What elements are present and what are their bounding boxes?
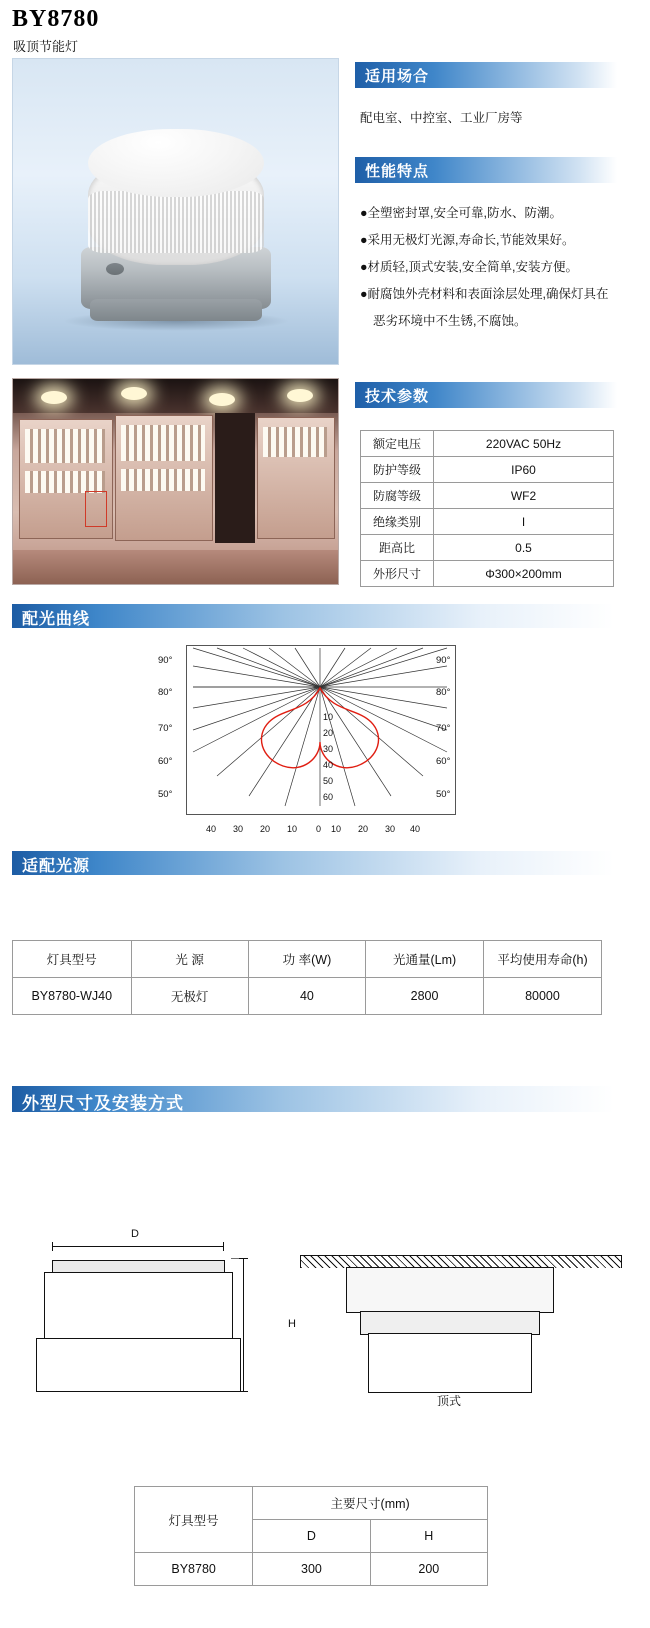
mount-diffuser	[368, 1333, 532, 1393]
x-tick: 30	[233, 824, 244, 834]
section-bar-features	[355, 157, 617, 183]
scale-60: 60	[323, 792, 334, 802]
spec-key: 外形尺寸	[361, 561, 434, 587]
table-row	[361, 535, 614, 561]
table-row	[361, 483, 614, 509]
angle-label-left-90: 90°	[158, 655, 173, 666]
spec-value: IP60	[434, 457, 614, 483]
mount-collar	[360, 1311, 540, 1335]
cell-power: 40	[248, 978, 365, 1015]
dimension-table	[134, 1486, 488, 1586]
section-title-light-curve: 配光曲线	[22, 611, 91, 628]
col-header-source: 光 源	[131, 941, 248, 978]
section-bar-dimensions	[12, 1086, 614, 1112]
page-subtitle: 吸顶节能灯	[13, 39, 79, 54]
lamp-diffuser-dome	[88, 129, 264, 197]
light-source-table	[12, 940, 602, 1015]
spec-key: 额定电压	[361, 431, 434, 457]
lamp-side-knob	[106, 263, 124, 275]
dim-line-d	[52, 1246, 224, 1247]
col-header-model: 灯具型号	[13, 941, 132, 978]
lamp-base-elevation	[36, 1338, 241, 1392]
section-title-application: 适用场合	[365, 68, 430, 85]
angle-label-right-60: 60°	[436, 756, 451, 767]
col-header-h: H	[370, 1520, 487, 1553]
lamp-diffuser-ribs	[88, 191, 264, 253]
scene-ceiling-lamp	[287, 389, 313, 402]
scene-dark-column	[215, 413, 255, 543]
scale-40: 40	[323, 760, 334, 770]
spec-value: 0.5	[434, 535, 614, 561]
feature-item-cont: 恶劣环境中不生锈,不腐蚀。	[373, 314, 527, 328]
dim-line-h	[243, 1258, 244, 1392]
x-tick: 20	[358, 824, 369, 834]
dim-arrow-left	[52, 1242, 53, 1251]
scene-panel-vent	[121, 425, 205, 461]
section-bar-light-source	[12, 851, 614, 875]
cell-flux: 2800	[366, 978, 484, 1015]
section-bar-fill	[12, 851, 614, 875]
table-row	[135, 1553, 488, 1586]
table-row	[361, 431, 614, 457]
polar-curve-plot	[186, 645, 456, 815]
scene-highlight-box	[85, 491, 107, 527]
table-row	[361, 561, 614, 587]
angle-label-left-80: 80°	[158, 687, 173, 698]
scene-panel-vent	[25, 429, 105, 463]
angle-label-left-50: 50°	[158, 789, 173, 800]
scene-ceiling-lamp	[121, 387, 147, 400]
scale-10: 10	[323, 712, 334, 722]
scene-ceiling-lamp	[41, 391, 67, 404]
cell-d: 300	[253, 1553, 370, 1586]
polar-curve-svg	[187, 646, 453, 812]
dimension-drawing	[0, 1200, 650, 1440]
spec-table	[360, 430, 614, 587]
scene-panel-vent	[263, 427, 327, 457]
scale-50: 50	[323, 776, 334, 786]
angle-label-left-60: 60°	[158, 756, 173, 767]
spec-value: Φ300×200mm	[434, 561, 614, 587]
spec-value: I	[434, 509, 614, 535]
spec-key: 距高比	[361, 535, 434, 561]
section-bar-fill	[12, 604, 614, 628]
cell-model: BY8780-WJ40	[13, 978, 132, 1015]
cell-source: 无极灯	[131, 978, 248, 1015]
section-title-features: 性能特点	[365, 163, 430, 180]
spec-value: WF2	[434, 483, 614, 509]
x-tick: 10	[287, 824, 298, 834]
col-header-flux: 光通量(Lm)	[366, 941, 484, 978]
spec-key: 防护等级	[361, 457, 434, 483]
spec-value: 220VAC 50Hz	[434, 431, 614, 457]
angle-label-right-80: 80°	[436, 687, 451, 698]
x-tick: 40	[410, 824, 421, 834]
x-tick: 40	[206, 824, 217, 834]
feature-item: ●材质轻,顶式安装,安全简单,安装方便。	[360, 260, 578, 274]
cell-life: 80000	[483, 978, 601, 1015]
angle-label-right-90: 90°	[436, 655, 451, 666]
section-title-specs: 技术参数	[365, 388, 430, 405]
angle-label-left-70: 70°	[158, 723, 173, 734]
col-header-d: D	[253, 1520, 370, 1553]
application-text: 配电室、中控室、工业厂房等	[360, 111, 523, 125]
feature-item: ●耐腐蚀外壳材料和表面涂层处理,确保灯具在	[360, 287, 609, 301]
section-bar-light-curve	[12, 604, 614, 628]
spec-key: 绝缘类别	[361, 509, 434, 535]
table-header-row	[135, 1487, 488, 1520]
x-tick: 30	[385, 824, 396, 834]
cell-h: 200	[370, 1553, 487, 1586]
x-tick: 20	[260, 824, 271, 834]
col-header-power: 功 率(W)	[248, 941, 365, 978]
extension-line-top	[231, 1258, 245, 1259]
lamp-diffuser-elevation	[44, 1272, 233, 1340]
scale-20: 20	[323, 728, 334, 738]
spec-key: 防腐等级	[361, 483, 434, 509]
section-bar-application	[355, 62, 617, 88]
section-title-light-source: 适配光源	[22, 858, 91, 875]
section-title-dimensions: 外型尺寸及安装方式	[22, 1094, 184, 1113]
angle-label-right-50: 50°	[436, 789, 451, 800]
page-title: BY8780	[12, 6, 100, 32]
scene-panel-vent	[25, 471, 105, 493]
scene-panel-vent	[121, 469, 205, 491]
angle-label-right-70: 70°	[436, 723, 451, 734]
extension-line-bottom	[231, 1391, 245, 1392]
table-header-row	[13, 941, 602, 978]
table-row	[361, 509, 614, 535]
scene-floor	[13, 550, 338, 584]
label-d: D	[131, 1228, 139, 1240]
table-row	[13, 978, 602, 1015]
col-header-main-dims: 主要尺寸(mm)	[253, 1487, 488, 1520]
table-row	[361, 457, 614, 483]
label-h: H	[288, 1318, 296, 1330]
section-bar-specs	[355, 382, 617, 408]
features-list	[360, 200, 622, 335]
x-tick: 0	[316, 824, 322, 834]
feature-item: ●采用无极灯光源,寿命长,节能效果好。	[360, 233, 575, 247]
mount-caption: 顶式	[437, 1394, 462, 1408]
cell-model: BY8780	[135, 1553, 253, 1586]
scale-30: 30	[323, 744, 334, 754]
dim-arrow-right	[223, 1242, 224, 1251]
x-tick: 10	[331, 824, 342, 834]
mount-base-plate	[346, 1267, 554, 1313]
lamp-base-lower	[90, 299, 262, 321]
scene-ceiling-lamp	[209, 393, 235, 406]
col-header-model: 灯具型号	[135, 1487, 253, 1553]
feature-item: ●全塑密封罩,安全可靠,防水、防潮。	[360, 206, 562, 220]
application-scene-photo	[12, 378, 339, 585]
col-header-life: 平均使用寿命(h)	[483, 941, 601, 978]
product-photo	[12, 58, 339, 365]
